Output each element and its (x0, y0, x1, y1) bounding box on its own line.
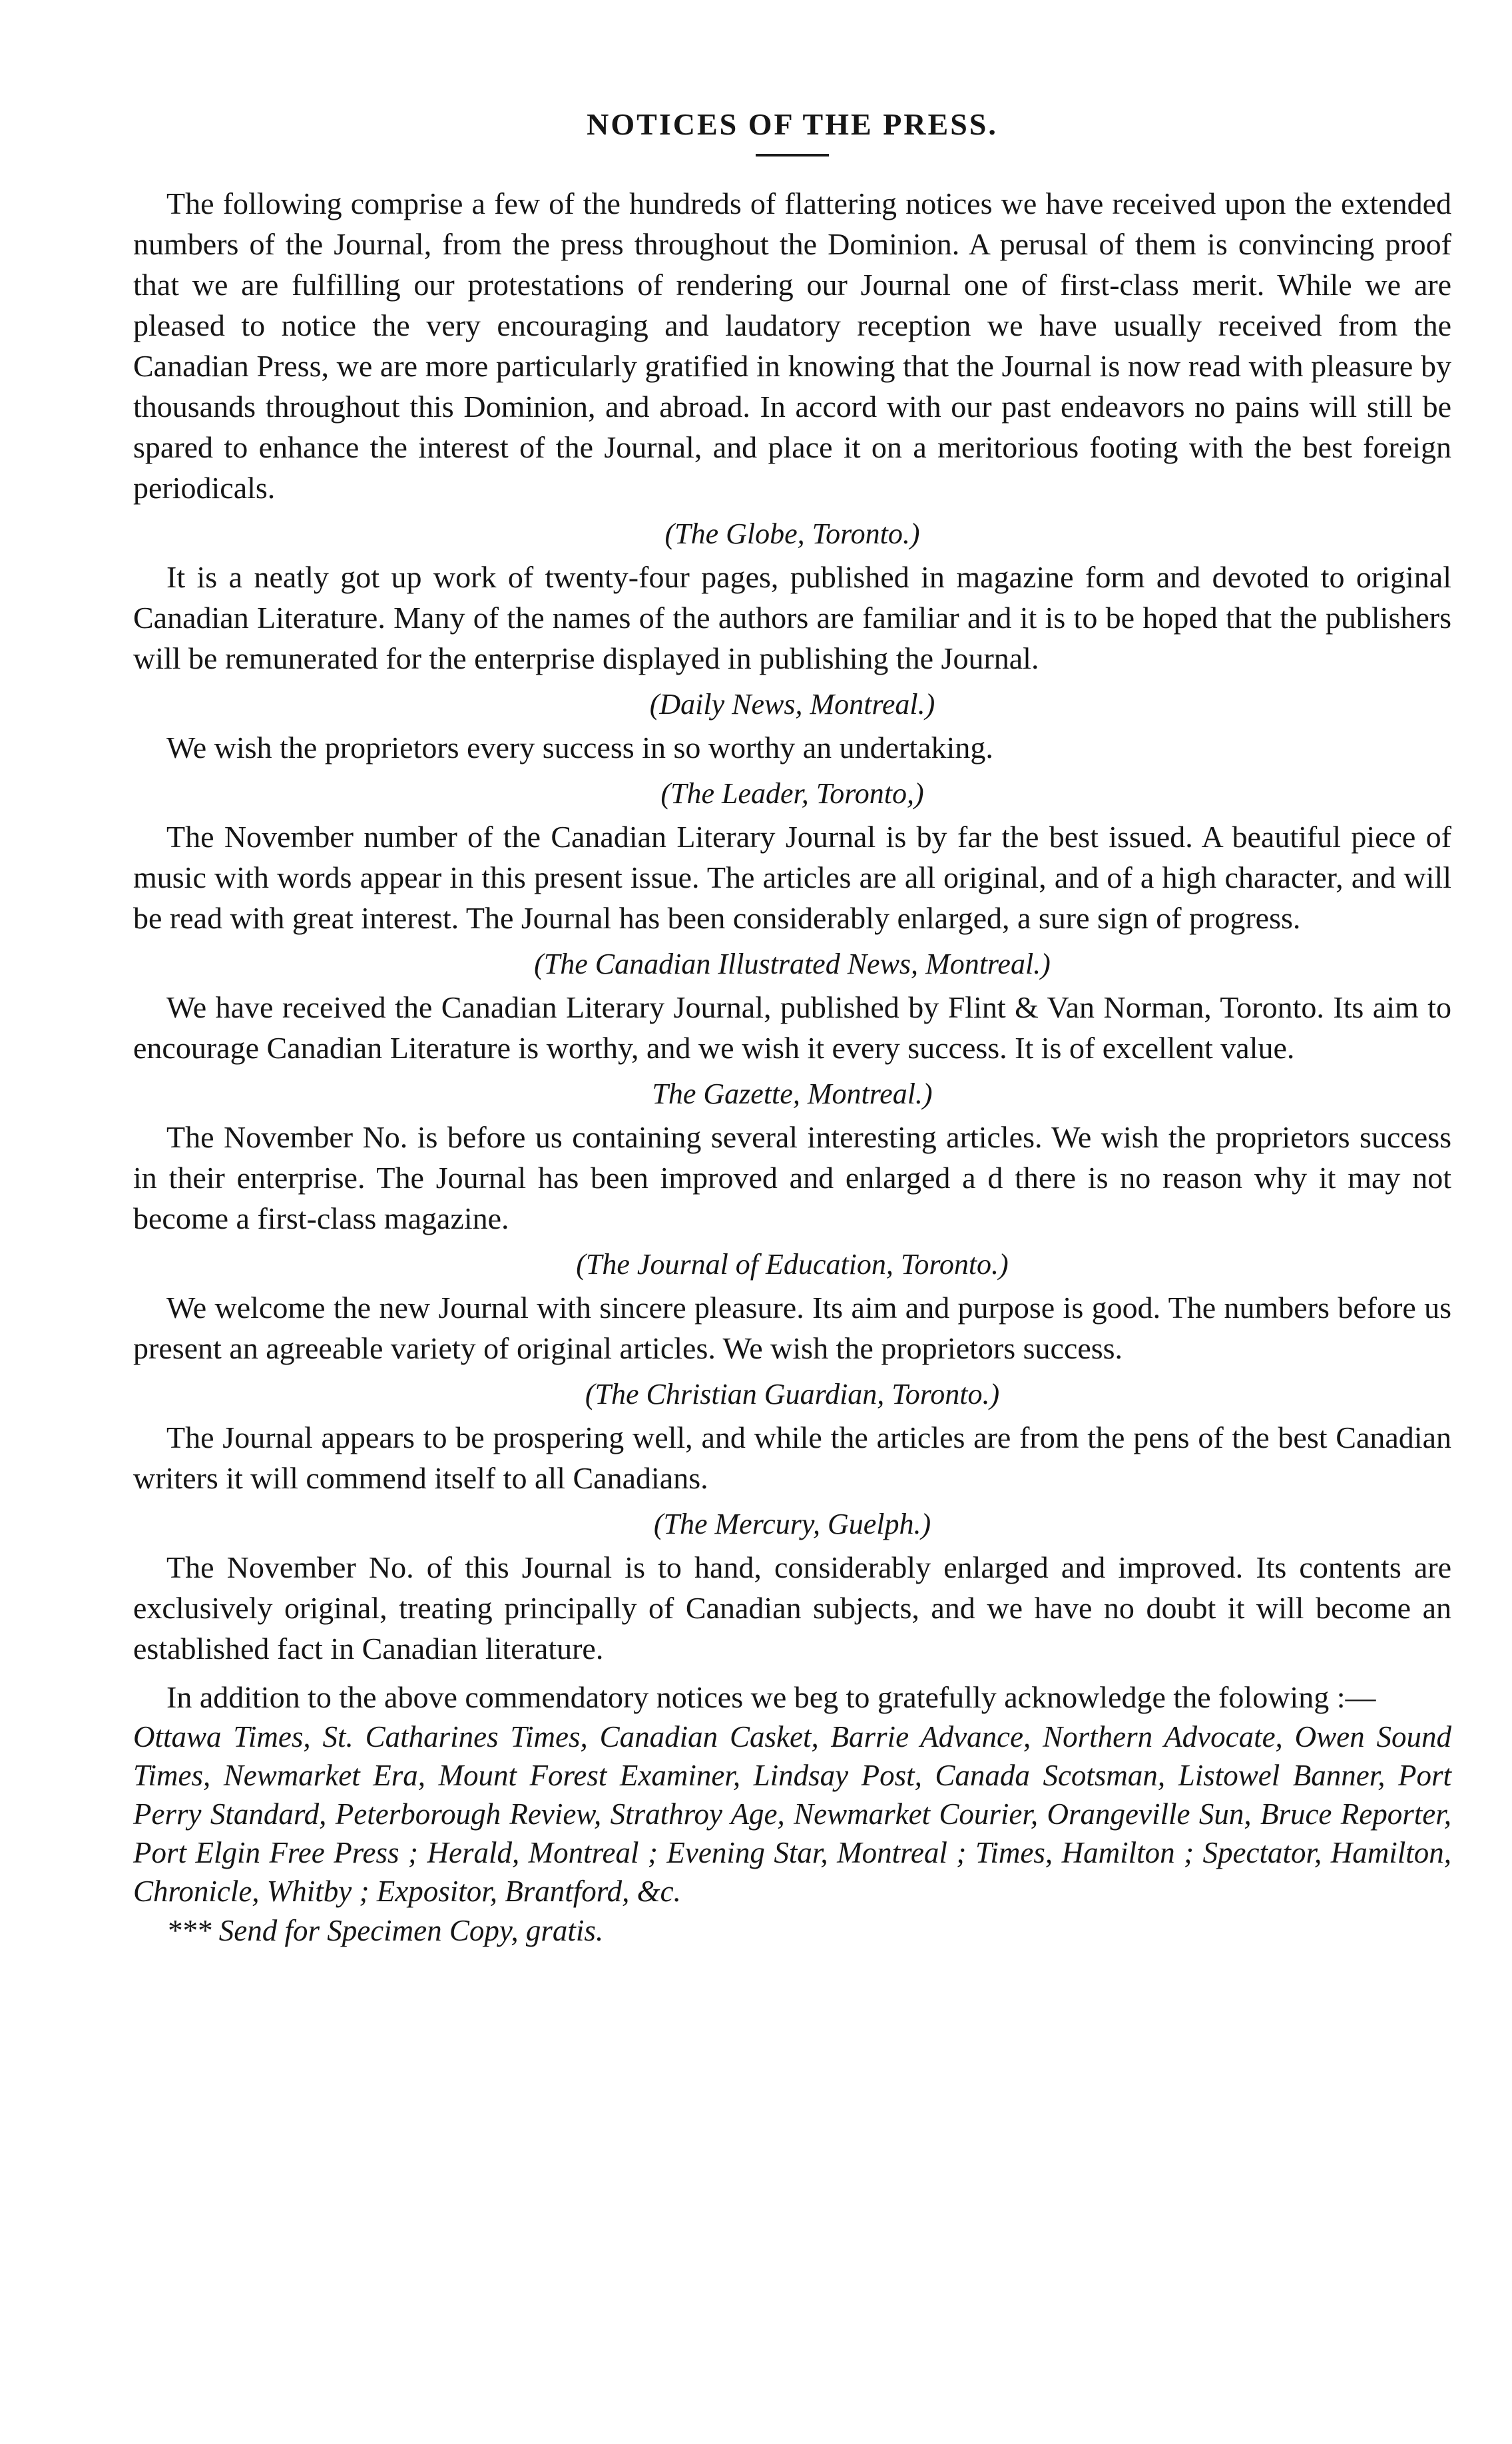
notice-5 (133, 1073, 1451, 1239)
notice-text: It is a neatly got up work of twenty-four pages, published in magazine form and devoted to original Canadian Literature. Many of the names of the authors are familiar and it is to be hoped that the publishers will be remunerated for the enterprise displayed in publishing the Journal. (133, 560, 1451, 675)
notice-text: We have received the Canadian Literary Journal, published by Flint & Van Norman, Toronto. Its aim to encourage Canadian Literature is worthy, and we wish it every success. It is of excellent value. (133, 990, 1451, 1065)
notice-text: The November number of the Canadian Literary Journal is by far the best issued. A beautiful piece of music with words appear in this present issue. The articles are all original, and of a high character, and will be read with great interest. The Journal has been considerably enlarged, a sure sign of progress. (133, 820, 1451, 935)
notice-source: (The Mercury, Guelph.) (653, 1508, 931, 1540)
intro-paragraph: The following comprise a few of the hundreds of flattering notices we have received upon the extended numbers of the Journal, from the press throughout the Dominion. A perusal of them is convincing proof that we are fulfilling our protestations of rendering our Journal one of first-class merit. While we are pleased to notice the very encouraging and laudatory reception we have usually received from the Canadian Press, we are more particularly gratified in knowing that the Journal is now read with pleasure by thousands throughout this Dominion, and abroad. In accord with our past endeavors no pains will still be spared to enhance the interest of the Journal, and place it on a meritorious footing with the best foreign periodicals. (133, 186, 1451, 505)
specimen-note: *** Send for Specimen Copy, gratis. (166, 1914, 604, 1947)
spacer (133, 1669, 1451, 1677)
notice-source: (The Canadian Illustrated News, Montreal.) (534, 948, 1051, 980)
page-content (133, 80, 1451, 1951)
newspaper-list: Ottawa Times, St. Catharines Times, Canadian Casket, Barrie Advance, Northern Advocate, Owen Sound Times, Newmarket Era, Mount Forest Examiner, Lindsay Post, Canada Scotsman, Listowel Banner, Port Perry Standard, Peterborough Review, Strathroy Age, Newmarket Courier, Orangeville Sun, Bruce Reporter, Port Elgin Free Press ; Herald, Montreal ; Evening Star, Montreal ; Times, Hamilton ; Spectator, Hamilton, Chronicle, Whitby ; Expositor, Brantford, &c. (133, 1720, 1451, 1908)
notice-text: The Journal appears to be prospering well, and while the articles are from the pens of the best Canadian writers it will commend itself to all Canadians. (133, 1420, 1451, 1495)
notice-3 (133, 773, 1451, 938)
acknowledgement-paragraph: In addition to the above commendatory notices we beg to gratefully acknowledge the folowing :— (166, 1680, 1376, 1714)
notice-7 (133, 1374, 1451, 1498)
notice-source: The Gazette, Montreal.) (652, 1077, 933, 1110)
notice-4 (133, 944, 1451, 1068)
notice-source: (The Globe, Toronto.) (664, 517, 920, 550)
notice-1 (133, 513, 1451, 679)
notice-text: The November No. is before us containing several interesting articles. We wish the proprietors success in their enterprise. The Journal has been improved and enlarged a d there is no reason why it may not become a first-class magazine. (133, 1120, 1451, 1235)
notice-6 (133, 1244, 1451, 1369)
notice-text: We wish the proprietors every success in so worthy an undertaking. (166, 731, 993, 764)
notice-text: We welcome the new Journal with sincere pleasure. Its aim and purpose is good. The numbers before us present an agreeable variety of original articles. We wish the proprietors success. (133, 1291, 1451, 1365)
notice-8 (133, 1504, 1451, 1669)
page-title: NOTICES OF THE PRESS. (587, 107, 998, 141)
notice-source: (Daily News, Montreal.) (649, 688, 935, 721)
notice-source: (The Christian Guardian, Toronto.) (585, 1378, 1000, 1410)
notice-text: The November No. of this Journal is to hand, considerably enlarged and improved. Its contents are exclusively original, treating principally of Canadian subjects, and we have no doubt it will become an established fact in Canadian literature. (133, 1550, 1451, 1666)
notice-source: (The Journal of Education, Toronto.) (576, 1248, 1009, 1281)
title-divider (756, 154, 829, 156)
notice-source: (The Leader, Toronto,) (660, 777, 924, 810)
notice-2 (133, 684, 1451, 768)
